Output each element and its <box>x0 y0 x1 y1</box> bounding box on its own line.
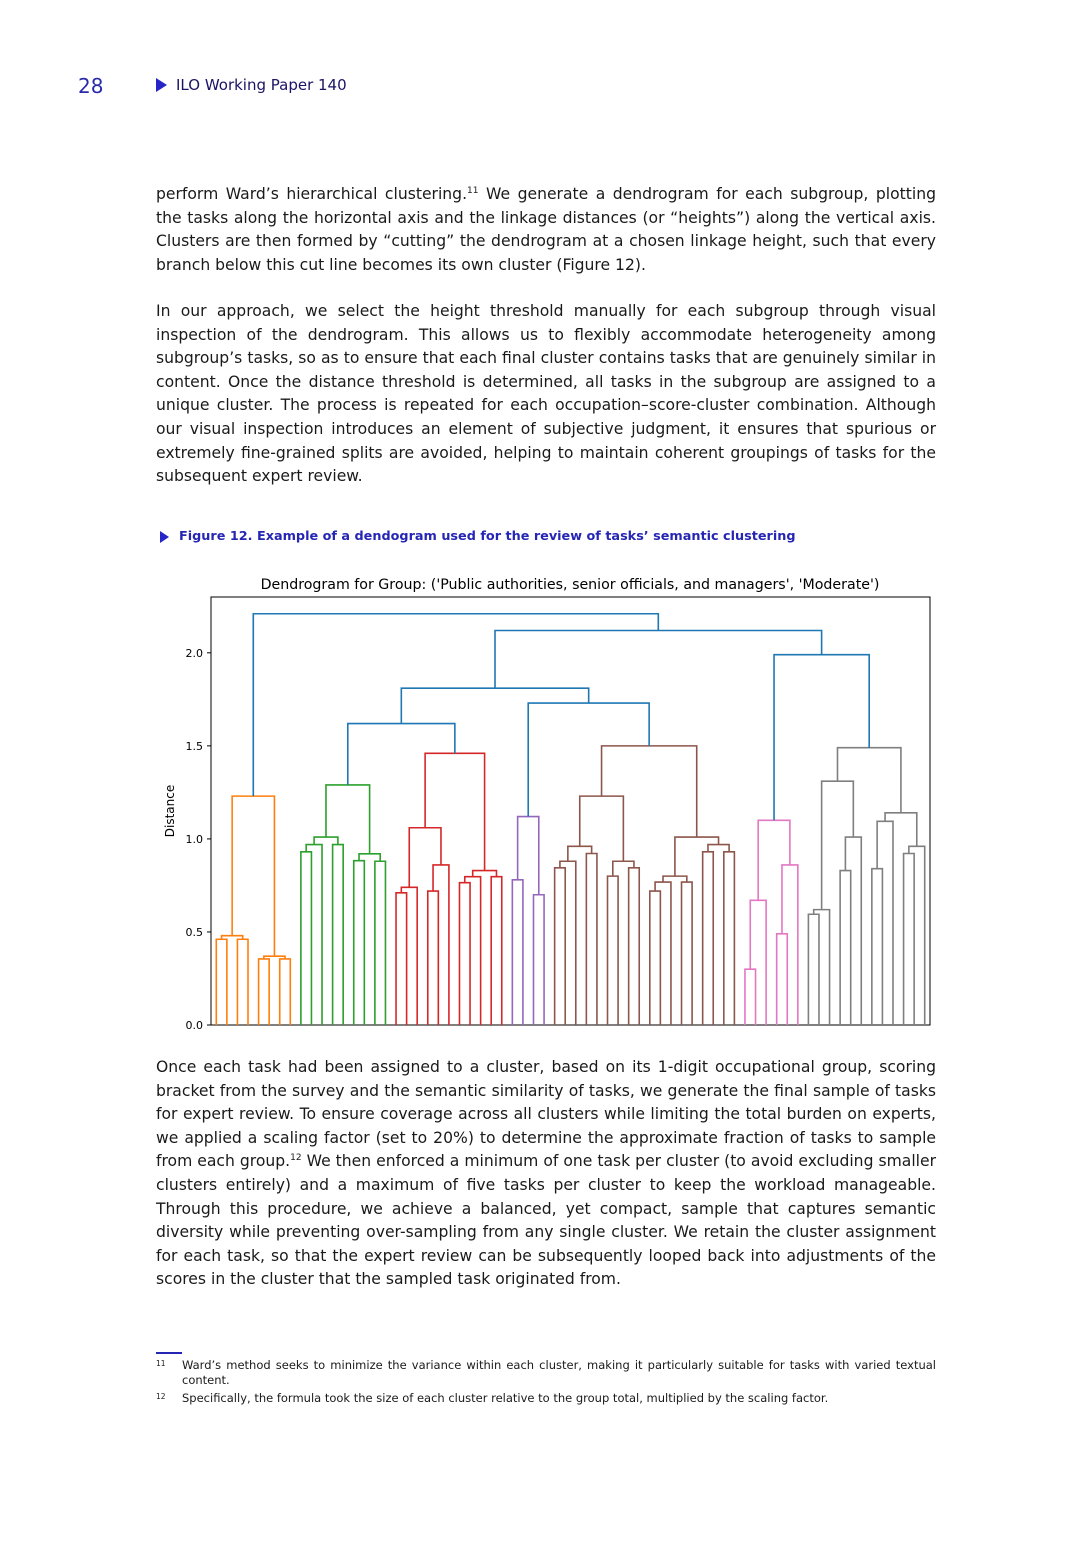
dendrogram-link <box>682 882 693 1025</box>
body-paragraph-1 <box>156 183 936 277</box>
dendrogram-link <box>401 887 417 1025</box>
dendrogram-link <box>586 854 597 1025</box>
dendrogram-link <box>433 865 449 1025</box>
footnote-divider <box>156 1352 182 1354</box>
y-axis <box>186 647 212 1032</box>
dendrogram-link <box>409 828 441 888</box>
dendrogram-link <box>663 876 687 882</box>
dendrogram-links <box>216 614 924 1025</box>
dendrogram-link <box>491 877 502 1025</box>
footnote-number: 12 <box>156 1392 166 1401</box>
publication-title: ILO Working Paper 140 <box>176 76 347 94</box>
dendrogram-link <box>629 868 640 1025</box>
dendrogram-link <box>777 934 788 1025</box>
dendrogram-link <box>724 852 735 1025</box>
dendrogram-link <box>608 876 619 1025</box>
dendrogram-link <box>512 880 523 1025</box>
dendrogram-link <box>675 837 719 876</box>
dendrogram-link <box>528 703 649 817</box>
dendrogram-link <box>650 891 661 1025</box>
dendrogram-link <box>782 865 798 1025</box>
body-paragraph-2: In our approach, we select the height threshold manually for each subgroup through visual inspection of the dendrogram. This allows us to flexibly accommodate heterogeneity among subgroup’s tasks, so as to ensure that each final cluster contains tasks that are genuinely similar in content. Once the distance threshold is determined, all tasks in the subgroup are assigned to a unique cluster. The process is repeated for each occupation–score-cluster combination. Although our visual inspection introduces an element of subjective judgment, it ensures that spurious or extremely fine-grained splits are avoided, helping to maintain coherent groupings of tasks for the subsequent expert review. <box>156 302 936 486</box>
page-number: 28 <box>78 74 104 98</box>
y-tick-label: 2.0 <box>185 646 203 660</box>
body-paragraph-3 <box>156 1056 936 1292</box>
dendrogram-link <box>306 845 322 1025</box>
dendrogram-link <box>750 900 766 1025</box>
dendrogram-link <box>840 871 851 1025</box>
footnote-text: Specifically, the formula took the size of each cluster relative to the group total, multiplied by the scaling factor. <box>182 1391 829 1405</box>
dendrogram-link <box>326 785 370 854</box>
paragraph-text: We generate a dendrogram for each subgroup, plotting the tasks along the horizontal axis and the linkage distances (or “heights”) along the vertical axis. Clusters are then formed by “cutting” the dendrogram at a chosen linkage height, such that every branch below this cut line becomes its own cluster (Figure 12). <box>156 185 936 274</box>
dendrogram-link <box>872 869 883 1025</box>
dendrogram-link <box>232 796 274 956</box>
y-tick-label: 0.5 <box>185 925 203 939</box>
dendrogram-link <box>348 724 455 785</box>
footnote-12 <box>156 1391 936 1406</box>
dendrogram-link <box>533 895 544 1025</box>
footnote-number: 11 <box>156 1359 166 1368</box>
dendrogram-link <box>216 939 227 1025</box>
dendrogram-link <box>580 796 624 861</box>
dendrogram-link <box>465 877 481 1025</box>
dendrogram-link <box>375 861 386 1025</box>
dendrogram-link <box>401 688 588 723</box>
triangle-marker-icon <box>156 78 167 92</box>
dendrogram-link <box>253 614 658 796</box>
dendrogram-link <box>845 837 861 1025</box>
running-header <box>156 76 347 94</box>
paragraph-text: perform Ward’s hierarchical clustering. <box>156 185 468 203</box>
dendrogram-link <box>555 868 566 1025</box>
dendrogram-link <box>428 891 439 1025</box>
dendrogram-link <box>425 753 484 870</box>
dendrogram-link <box>518 817 539 895</box>
dendrogram-link <box>396 893 407 1025</box>
triangle-marker-icon <box>160 531 169 543</box>
y-tick-label: 0.0 <box>185 1019 203 1032</box>
dendrogram-link <box>885 813 917 846</box>
dendrogram-link <box>703 852 714 1025</box>
dendrogram-link <box>745 969 756 1025</box>
dendrogram-link <box>808 914 819 1025</box>
dendrogram-link <box>314 837 338 845</box>
dendrogram-link <box>758 820 790 900</box>
dendrogram-link <box>814 910 830 1025</box>
dendrogram-link <box>473 871 497 877</box>
dendrogram-link <box>560 861 576 1025</box>
footnote-text: Ward’s method seeks to minimize the variance within each cluster, making it particularly suitable for tasks with varied textual content. <box>182 1358 936 1387</box>
dendrogram-link <box>877 821 893 1025</box>
dendrogram-link <box>837 748 900 813</box>
footnote-11 <box>156 1358 936 1388</box>
paragraph-text: Once each task had been assigned to a cluster, based on its 1-digit occupational group, scoring bracket from the survey and the semantic similarity of tasks, we generate the final sample of tasks for expert review. To ensure coverage across all clusters while limiting the total burden on experts, we applied a scaling factor (set to 20%) to determine the approximate fraction of tasks to sample from each group. <box>156 1058 936 1171</box>
dendrogram-link <box>655 882 671 1025</box>
dendrogram-link <box>708 845 729 852</box>
figure-caption <box>160 529 796 544</box>
dendrogram-link <box>602 746 697 837</box>
dendrogram-link <box>495 630 822 688</box>
dendrogram-link <box>459 883 470 1025</box>
dendrogram-link <box>613 861 634 876</box>
chart-title: Dendrogram for Group: ('Public authorities, senior officials, and managers', 'Moderate') <box>260 577 880 593</box>
y-tick-label: 1.5 <box>185 739 203 753</box>
dendrogram-link <box>259 959 270 1025</box>
dendrogram-link <box>237 939 248 1025</box>
dendrogram-link <box>354 861 365 1025</box>
dendrogram-link <box>333 845 344 1025</box>
figure-caption-text: Figure 12. Example of a dendogram used for the review of tasks’ semantic clustering <box>179 529 796 544</box>
paragraph-text: We then enforced a minimum of one task per cluster (to avoid excluding smaller clusters entirely) and a maximum of five tasks per cluster to keep the workload manageable. Through this procedure, we achieve a balanced, yet compact, sample that captures semantic diversity while preventing over-sampling from any single cluster. We retain the cluster assignment for each task, so that the expert review can be subsequently looped back into adjustments of the scores in the cluster that the sampled task originated from. <box>156 1152 936 1289</box>
dendrogram-link <box>904 854 915 1025</box>
dendrogram-chart <box>150 566 940 1038</box>
dendrogram-link <box>822 781 854 909</box>
y-axis-label: Distance <box>163 784 177 838</box>
footnote-ref-11[interactable]: 11 <box>467 185 479 196</box>
y-tick-label: 1.0 <box>185 832 203 846</box>
dendrogram-link <box>909 846 925 1025</box>
dendrogram-link <box>301 852 312 1025</box>
footnote-ref-12[interactable]: 12 <box>290 1153 302 1164</box>
dendrogram-link <box>280 959 291 1025</box>
